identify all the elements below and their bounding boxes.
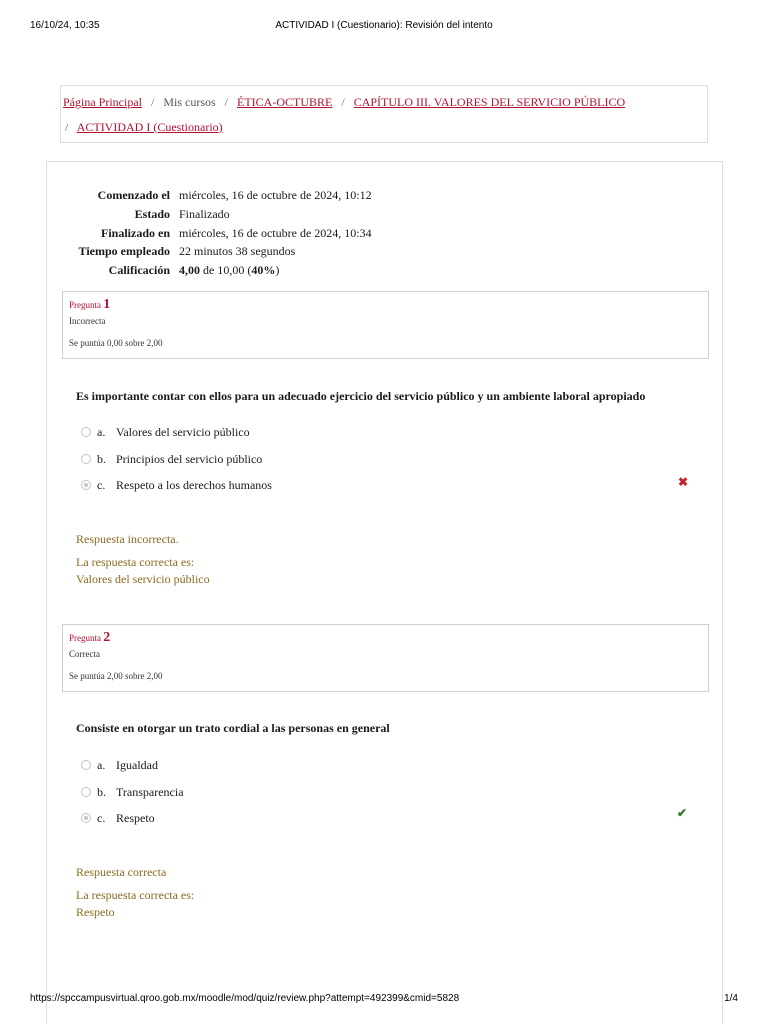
question-number: 2 [103, 630, 111, 645]
breadcrumb-row [65, 115, 223, 140]
answer-text: Transparencia [116, 784, 184, 799]
breadcrumb-row [63, 90, 625, 115]
answer-letter: a. [97, 425, 106, 439]
answer-option[interactable] [81, 783, 701, 810]
answer-option-selected[interactable] [81, 476, 701, 503]
answer-letter: b. [97, 451, 106, 466]
question-text: Es importante contar con ellos para un adecuado ejercicio del servicio público y un ambiente laboral apropiado [76, 389, 646, 403]
answer-list [81, 756, 701, 836]
question-prefix: Pregunta [69, 633, 101, 643]
question-info-box [62, 624, 709, 692]
answer-letter: a. [97, 758, 106, 772]
breadcrumb-separator: / [65, 120, 69, 134]
radio-button[interactable] [81, 427, 91, 437]
question-state: Correcta [69, 649, 100, 659]
question-info-box [62, 291, 709, 359]
summary-row-state [47, 205, 647, 224]
breadcrumb-separator: / [224, 95, 229, 109]
quiz-review-panel [46, 161, 723, 1024]
print-header [0, 20, 768, 34]
summary-row-finished [47, 224, 647, 243]
feedback-status: Respuesta correcta [76, 865, 167, 879]
question-number: 1 [103, 297, 111, 312]
answer-text: Igualdad [116, 758, 158, 772]
grade-of-text: de 10,00 [203, 263, 245, 278]
answer-option[interactable] [81, 756, 701, 783]
question-state: Incorrecta [69, 316, 106, 326]
breadcrumb-activity-link[interactable]: ACTIVIDAD I (Cuestionario) [76, 120, 223, 134]
summary-label: Tiempo empleado [78, 244, 170, 259]
correct-check-icon: ✔ [677, 806, 688, 820]
answer-letter: c. [97, 478, 106, 492]
attempt-summary [47, 186, 647, 280]
correct-answer-text: Valores del servicio público [76, 572, 210, 586]
breadcrumb-separator: / [150, 95, 155, 109]
summary-value: miércoles, 16 de octubre de 2024, 10:12 [179, 188, 372, 202]
breadcrumb-my-courses: Mis cursos [163, 95, 216, 109]
grade-value: 4,00 de 10,00 (40%) [179, 263, 280, 278]
question-text: Consiste en otorgar un trato cordial a las personas en general [76, 721, 390, 735]
summary-label: Comenzado el [97, 188, 170, 202]
answer-text: Valores del servicio público [116, 425, 250, 439]
summary-value: 22 minutos 38 segundos [179, 244, 296, 259]
question-title [69, 296, 702, 314]
breadcrumb-chapter-link[interactable]: CAPÍTULO III. VALORES DEL SERVICIO PÚBLICO [353, 95, 626, 109]
answer-letter: b. [97, 784, 106, 799]
radio-button-selected[interactable] [81, 813, 91, 823]
question-title [69, 629, 702, 647]
breadcrumb-separator: / [341, 95, 345, 109]
print-page-number: 1/4 [724, 993, 738, 1004]
incorrect-icon: ✖ [678, 475, 689, 489]
answer-text: Principios del servicio público [116, 451, 263, 466]
answer-letter: c. [97, 811, 106, 825]
summary-label: Finalizado en [100, 225, 170, 240]
radio-button[interactable] [81, 760, 91, 770]
breadcrumb-course-link[interactable]: ÉTICA-OCTUBRE [237, 95, 333, 109]
print-url: https://spccampusvirtual.qroo.gob.mx/moodle/mod/quiz/review.php?attempt=492399&cmid=5828 [30, 993, 460, 1004]
summary-value: Finalizado [179, 206, 230, 221]
answer-option[interactable] [81, 423, 701, 450]
print-footer [0, 993, 768, 1007]
summary-row-started [47, 186, 647, 205]
answer-option-selected[interactable] [81, 809, 701, 836]
question-grade: Se puntúa 0,00 sobre 2,00 [69, 338, 163, 348]
summary-value: miércoles, 16 de octubre de 2024, 10:34 [179, 225, 372, 240]
answer-text: Respeto a los derechos humanos [116, 478, 272, 492]
print-datetime: 16/10/24, 10:35 [30, 20, 100, 31]
radio-button[interactable] [81, 787, 91, 797]
grade-percent: 40% [251, 263, 276, 278]
radio-button[interactable] [81, 454, 91, 464]
grade-score: 4,00 [179, 263, 200, 278]
radio-button-selected[interactable] [81, 480, 91, 490]
question-feedback [76, 864, 676, 922]
answer-text: Respeto [116, 811, 155, 825]
question-prefix: Pregunta [69, 300, 101, 310]
question-feedback [76, 531, 676, 589]
summary-label: Estado [134, 206, 170, 221]
answer-list [81, 423, 701, 503]
correct-answer-label: La respuesta correcta es: [76, 887, 195, 902]
feedback-status: Respuesta incorrecta. [76, 532, 179, 546]
question-grade: Se puntúa 2,00 sobre 2,00 [69, 671, 163, 681]
correct-answer-label: La respuesta correcta es: [76, 554, 195, 569]
summary-row-grade [47, 261, 647, 280]
breadcrumb [60, 85, 708, 143]
answer-option[interactable] [81, 450, 701, 477]
correct-answer-text: Respeto [76, 905, 115, 919]
summary-label: Calificación [108, 263, 170, 278]
print-title: ACTIVIDAD I (Cuestionario): Revisión del intento [275, 20, 493, 31]
summary-row-time-taken [47, 242, 647, 261]
breadcrumb-home-link[interactable]: Página Principal [63, 95, 142, 109]
